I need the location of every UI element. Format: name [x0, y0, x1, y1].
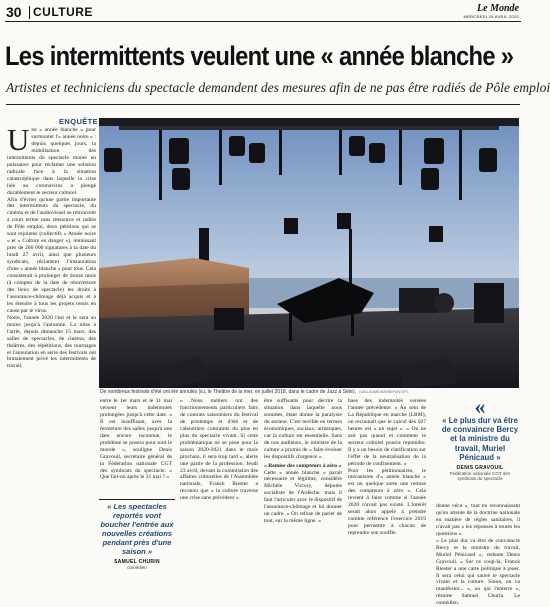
article-column-5	[348, 398, 426, 584]
pullquote-author: SAMUEL CHURIN	[114, 559, 160, 565]
col1-paragraph: Afin d'éviter qu'une partie importante des intermittents du spectacle, du cinéma et de l'audiovisuel se retrouvent à court terme sans ressource et radiés de Pôle emploi, deux pétitions qui se sont rejointes (collectifs « Année noire » et « Culture en danger »), réunissant près de 200 000 signatures à la date du lundi 27 avril, ainsi que plusieurs syndicats, réclament l'instauration d'une « année blanche » pour tous. Cela consisterait à prolonger de douze mois (à compter de la date de réouverture des lieux de spectacle) les droits à l'assurance-chômage déjà acquis et à les étendre à tous les projets remis en cause par le virus.	[7, 196, 96, 314]
page-header	[5, 4, 521, 22]
article-kicker: ENQUÊTE	[59, 117, 99, 126]
issue-date: MERCREDI 29 AVRIL 2020	[463, 14, 519, 19]
photo-credit: GUILLAUME BONNEFONT/IP3	[359, 390, 409, 394]
section-name: CULTURE	[33, 5, 93, 19]
masthead-logo: Le Monde	[477, 3, 519, 14]
col2-paragraph: entre le 1er mars et le 31 mai versent leurs indemnités prolongées jusqu'à cette date. « Il est insuffisant, avec la fermeture des salles jusqu'à une date encore inconnue, le problème se posera pour tout le monde », souligne Denis Gravouil, secrétaire général de la Fédération nationale CGT des syndicats du spectacle. « Que fait-on après le 31 mai ? »	[100, 398, 172, 481]
col1-paragraph: Notre, l'année 2020 l'est et le sera au moins jusqu'à l'automne. La mise à l'arrêt, depuis dimanche 15 mars, des salles de spectacles, de cinéma, des théâtres, des répétitions, des tournages et l'annulation en série des festivals ont brutalement privé les intermittents de travail.	[7, 314, 96, 370]
article-column-1	[7, 122, 96, 582]
col3-paragraph: « Nous métiers ont des fonctionnements particuliers faits de contrats saisonniers du festival de printemps et d'été et de calendriers contraints du plus en plus du spectacle vivant. Si cette problématique ne se pose pour la saison 2020-2021 dans le mois prochain, il sera trop tard », alerte une partie de la profession. Jeudi 23 avril, devant la commission des affaires culturelles de l'Assemblée nationale, Franck Riester a reconnu que « la culture traverse une crise sans précédent ».	[180, 398, 258, 502]
col5-paragraph: Pour les pétitionnaires, le mécanisme d'« année blanche » est un quelque sorte une remise des compteurs à zéro ». Cela revient à faire comme si l'année 2020 n'avait pas existé. L'intérêt serait alors appelé à prendre comme référence l'exercice 2019 pour permettre à chacun de reprendre son souffle.	[348, 467, 426, 537]
article-column-2	[100, 398, 172, 504]
pullquote-role: comédien	[127, 565, 147, 570]
article-column-6	[436, 503, 520, 607]
pullquote-author: DENIS GRAVOUIL	[456, 465, 504, 472]
pullquote-left	[99, 499, 175, 570]
pullquote-rule	[99, 499, 175, 500]
pullquote-text: « Le plus dur va être de convaincre Bercy et la ministre du travail, Muriel Pénicaud »	[441, 416, 519, 462]
col1-paragraph: ne « année blanche » pour surmonter l'« année noire » : depuis quelques jours, la mobilisation des intermittents du spectacle monte en puissance pour réclamer une solution radicale face à la situation catastrophique dans laquelle la crise liée au coronavirus a plongé durablement le secteur culturel.	[7, 127, 96, 196]
article-column-4	[264, 398, 342, 584]
article-column-3	[180, 398, 258, 584]
photo-caption	[100, 389, 518, 395]
header-separator	[29, 6, 30, 19]
subhead-rule	[6, 104, 520, 105]
page-number: 30	[6, 4, 22, 20]
photo-caption-text: De nombreux festivals d'été ont été annulés (ici, le Théâtre de la mer, en juillet 2018, dans le cadre de Jazz à Sète).	[100, 389, 357, 395]
drop-cap: U	[7, 122, 30, 157]
col6-paragraph: « Le plus dur va être de convaincre Bercy et la ministre du travail, Muriel Pénicaud », redoute Denis Gravouil. « Sur ce coup-là, Franck Riester a une carte politique à jouer. Il sera celui qui sauvé le spectacle vivant et la culture. Sinon, on va manifester... », ou qui l'enterre », résume Samuel Churin. Le comédien.	[436, 537, 520, 607]
pullquote-role: Fédération nationale CGT des syndicats du spectacle	[449, 471, 511, 482]
article-subhead: Artistes et techniciens du spectacle demandent des mesures afin de ne pas être radiés de Pôle emploi	[6, 80, 550, 95]
article-headline: Les intermittents veulent une « année blanche »	[5, 41, 514, 71]
theatre-stage-image	[99, 118, 519, 388]
col4-subheading: « Remise des compteurs à zéro »	[264, 462, 342, 469]
quote-mark-icon: «	[474, 394, 486, 419]
col5-paragraph: base des indemnités versées l'année précédente. « Au sein de La République en marche (LRM), on reconnaît que le calcul des 507 heures est « un sujet ». « On ne sait pas quand et comment le secteur culturel pourra reprendre. Il y a un besoin de clarification sur l'effet de la neutralisation de la période de confinement. »	[348, 398, 426, 467]
pullquote-text: « Les spectacles reportés vont boucher l'entrée aux nouvelles créations pendant près d'une saison »	[100, 502, 174, 556]
col4-paragraph: être suffisants pour décrire la situation dans laquelle nous sommes, étant donné la paralysie du secteur. C'est terrible en termes économiques, sociaux, artistiques, car la culture est essentielle. Sans de nos auditeurs, le ministre de la culture a promis de « faire évoluer les dispositifs d'urgence ».	[264, 398, 342, 460]
article-photo	[99, 118, 519, 388]
pullquote-right	[440, 394, 520, 482]
col6-paragraph: donne vécu », tout en reconnaissant qu'on attente de la doctrine nationale en matière de règles sanitaires, il n'avait pas « les réponses à toutes les questions ».	[436, 503, 520, 537]
col4-paragraph: Cette « année blanche » paraît nécessaire et légitime, considère Michèle Victory, députée socialiste de l'Ardèche, mais il faut l'articuler avec le dispositif de l'assurance-chômage et lui donner un cadre. « On refuse de parler de tout, sur la même ligne. »	[264, 469, 342, 525]
